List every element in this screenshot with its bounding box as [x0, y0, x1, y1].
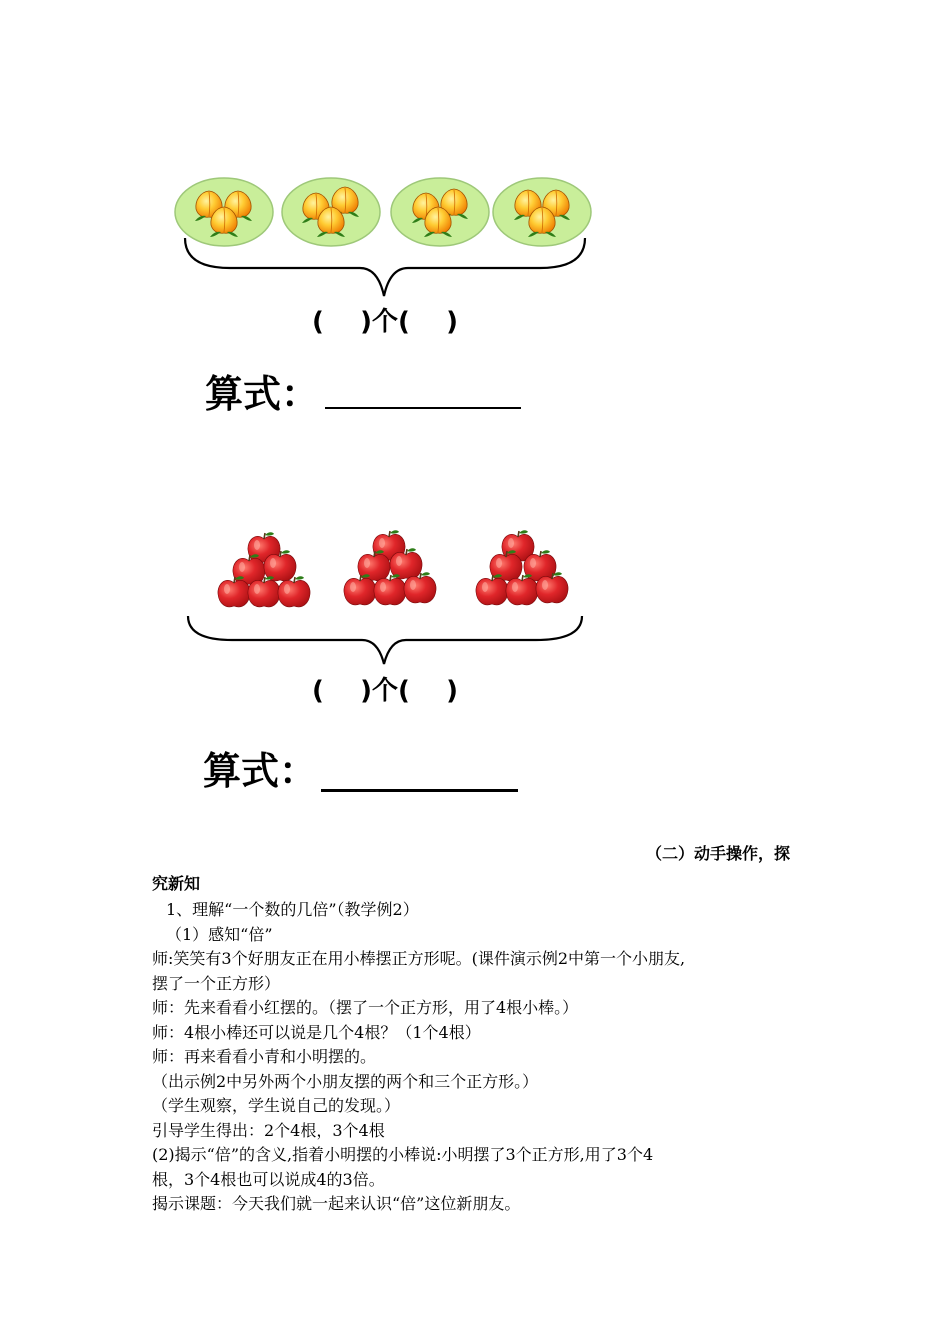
text-line: 引导学生得出：2个4根，3个4根: [152, 1120, 385, 1140]
text-line: 师：先来看看小红摆的。（摆了一个正方形，用了4根小棒。）: [152, 998, 579, 1017]
text-line: （学生观察，学生说自己的发现。）: [152, 1096, 401, 1115]
formula-label: 算式：: [203, 749, 318, 793]
text-line: 师:笑笑有3个好朋友正在用小棒摆正方形呢。(课件演示例2中第一个小朋友,: [152, 949, 686, 968]
answer-blank[interactable]: [321, 789, 518, 792]
apple-group-1: [218, 532, 310, 607]
text-line: 根，3个4根也可以说成4的3倍。: [152, 1169, 385, 1189]
curly-brace-icon: [185, 238, 585, 296]
apple-group-3: [476, 530, 568, 605]
group-count-label: ( )个( ): [312, 307, 458, 337]
section-heading: （二）动手操作，探: [646, 844, 791, 863]
lesson-text: [152, 898, 814, 1217]
text-line: （1）感知“倍”: [166, 924, 273, 944]
text-line: 1、理解“一个数的几倍”（教学例2）: [166, 900, 419, 919]
answer-blank[interactable]: [325, 407, 521, 409]
text-line: （出示例2中另外两个小朋友摆的两个和三个正方形。）: [152, 1071, 539, 1091]
peach-group-1: [175, 178, 273, 246]
formula-label: 算式：: [205, 372, 320, 416]
text-line: (2)揭示“倍”的含义,指着小明摆的小棒说:小明摆了3个正方形,用了3个4: [152, 1145, 654, 1164]
text-line: 揭示课题：今天我们就一起来认识“倍”这位新朋友。: [152, 1194, 521, 1213]
peach-group-3: [391, 178, 489, 246]
text-line: 师：4根小棒还可以说是几个4根？（1个4根）: [152, 1022, 481, 1042]
apple-group-2: [344, 530, 436, 605]
peach-group-4: [493, 178, 591, 246]
group-count-label: ( )个( ): [312, 676, 458, 706]
text-line: 师：再来看看小青和小明摆的。: [152, 1047, 377, 1066]
text-line: 摆了一个正方形）: [152, 973, 281, 993]
section-heading-continued: 究新知: [152, 874, 201, 893]
curly-brace-icon: [188, 616, 582, 664]
peach-group-2: [282, 178, 380, 246]
